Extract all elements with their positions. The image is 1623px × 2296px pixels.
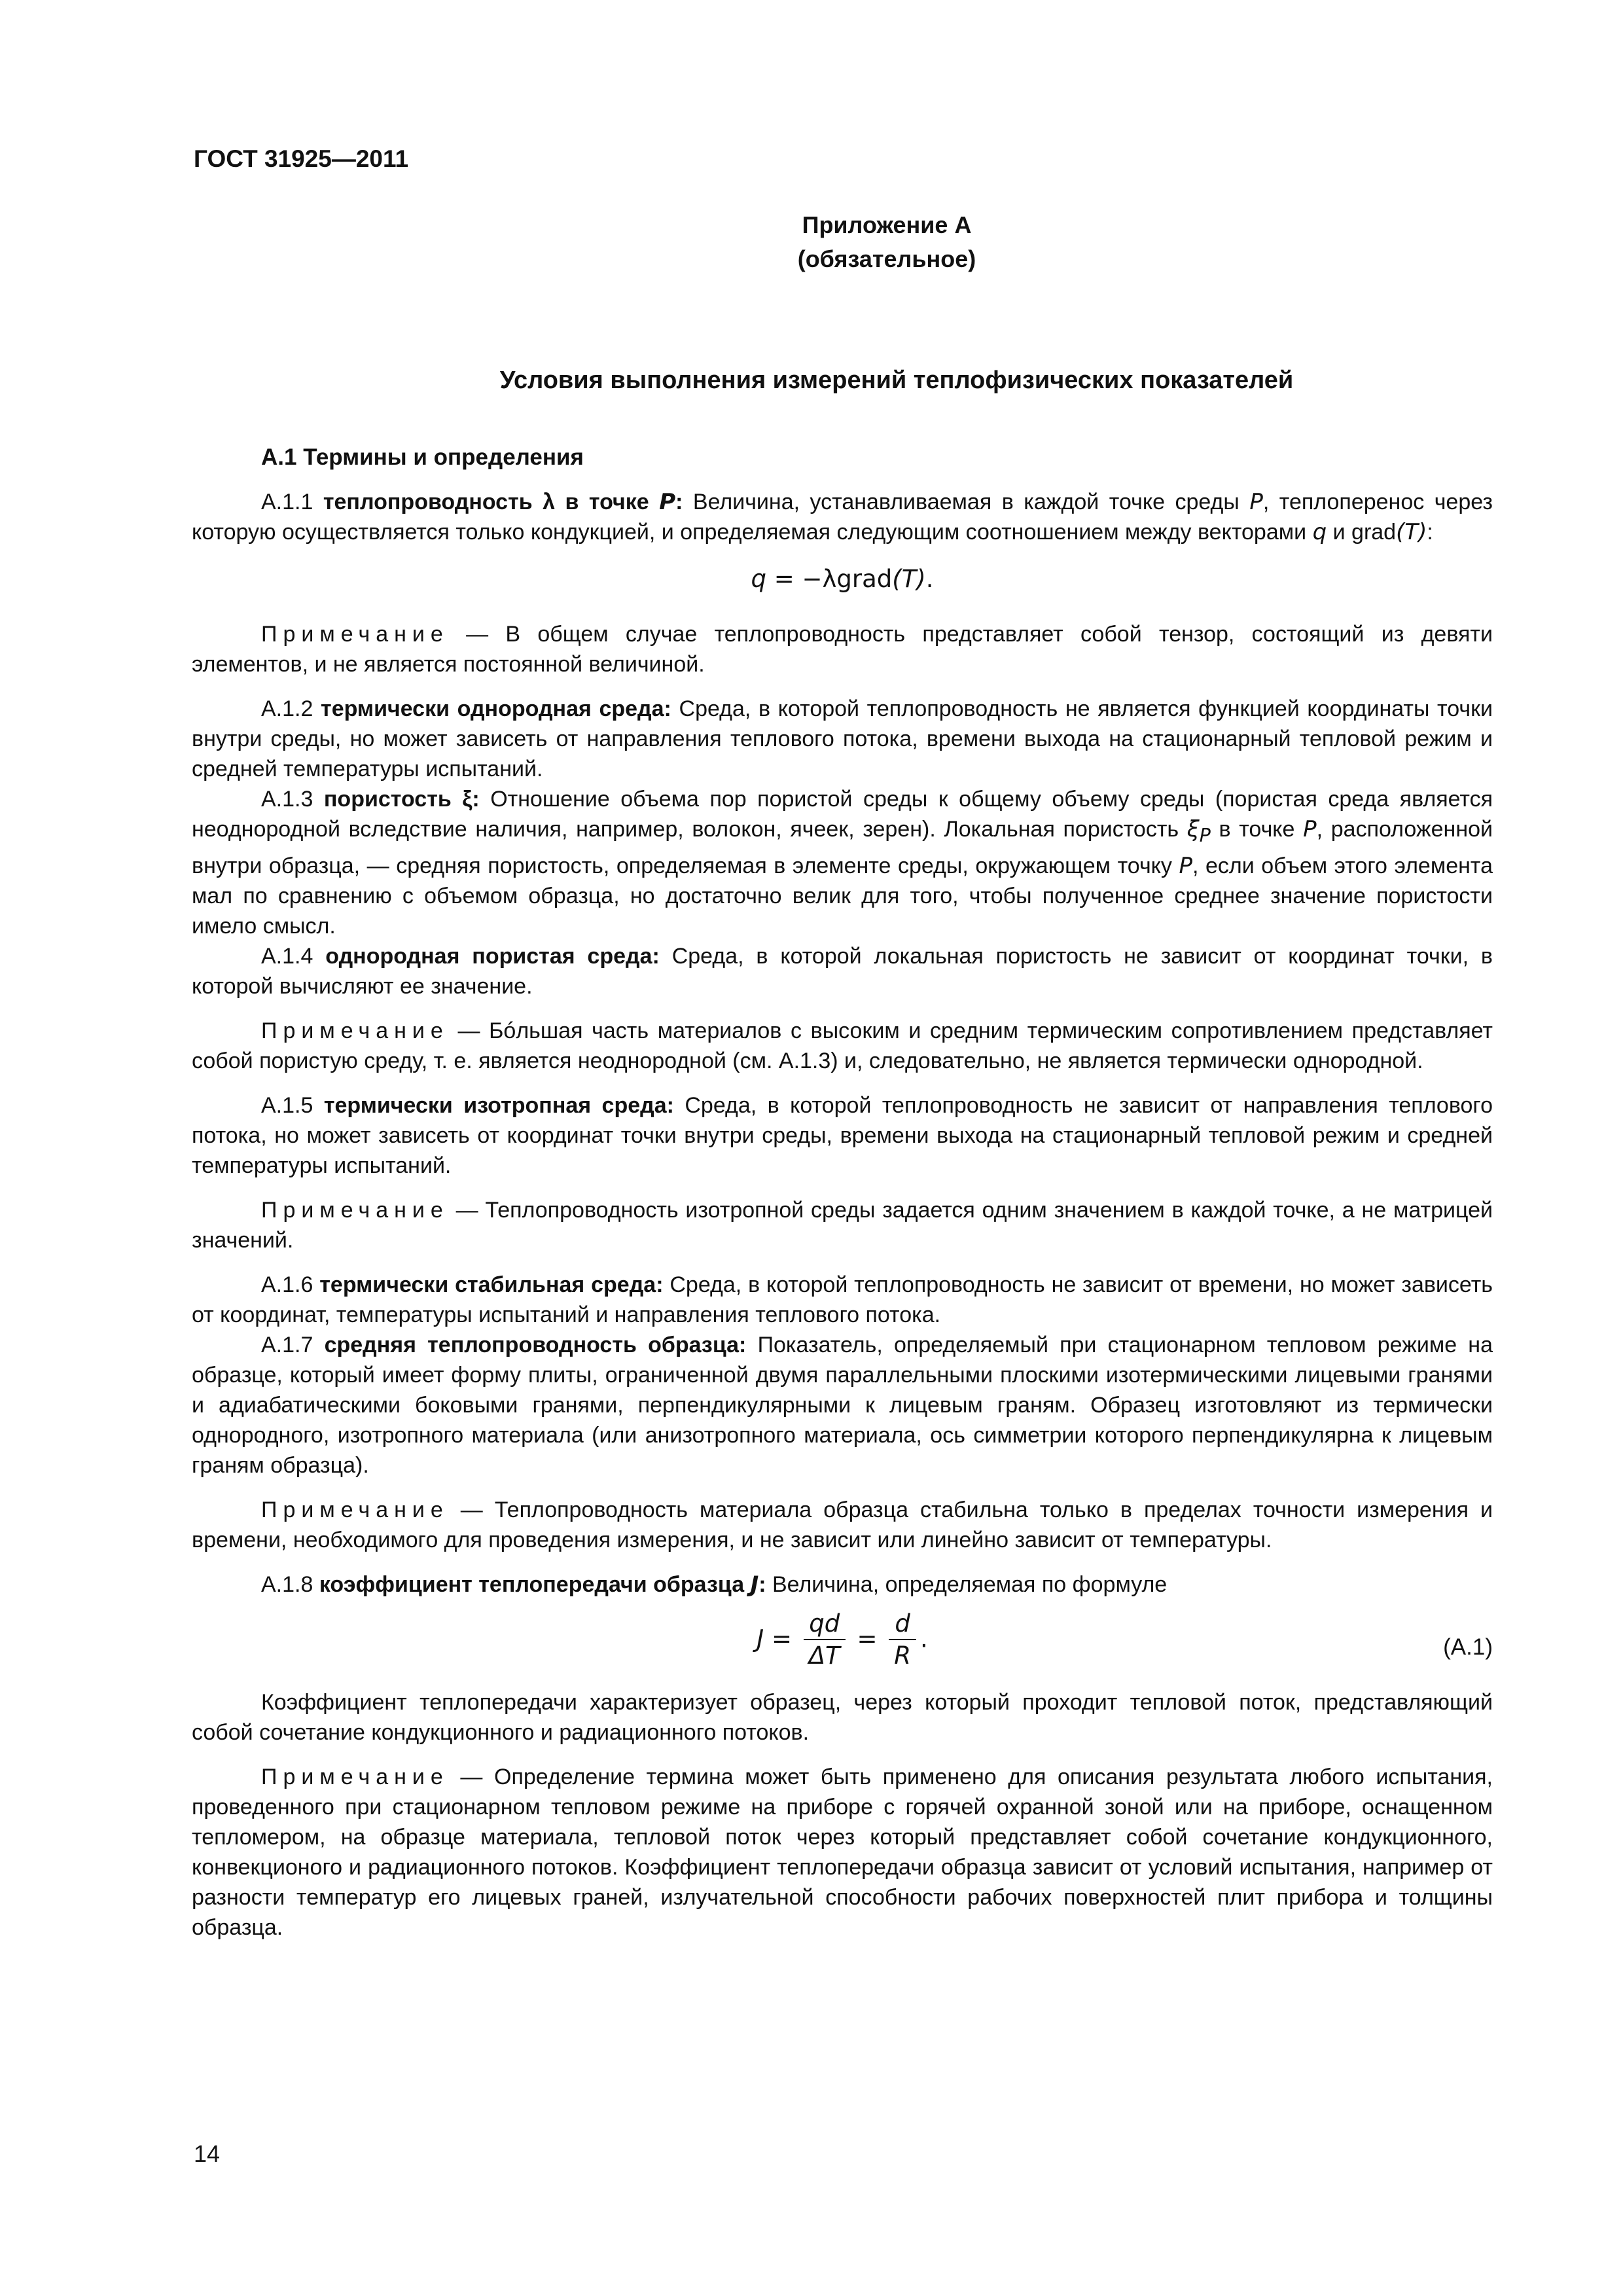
formula-lhs: q	[751, 565, 766, 593]
document-body	[192, 442, 1493, 1943]
paragraph-coefficient: Коэффициент теплопередачи характеризует образец, через который проходит тепловой поток, представляющий собой сочетание кондукционного и радиационного потоков.	[192, 1689, 1493, 1745]
variable-xi-subscript: P	[1199, 824, 1211, 846]
clause-a17	[192, 1330, 1493, 1480]
definition-text: Среда, в которой локальная пористость не зависит от координат точки, в которой вычисляют ее значение.	[192, 943, 1493, 999]
fraction-qd-dt	[804, 1609, 846, 1672]
formula-end: .	[925, 565, 934, 593]
clause-number: А.1.7	[261, 1332, 313, 1357]
clause-a16	[192, 1270, 1493, 1330]
clause-number: А.1.6	[261, 1272, 313, 1297]
clause-a15	[192, 1090, 1493, 1181]
fraction-denominator: R	[894, 1641, 911, 1670]
variable-t: (T)	[1396, 519, 1427, 545]
equation-number: (А.1)	[1443, 1634, 1493, 1660]
clause-a12	[192, 694, 1493, 784]
note-text: — Бóльшая часть материалов с высоким и средним термическим сопротивлением представляет собой пористую среду, т. е. является неоднородной (см. А.1.3) и, следовательно, не является термически однородной.	[192, 1018, 1493, 1073]
annex-status: (обязательное)	[797, 245, 976, 272]
note-label: Примечание	[261, 1018, 449, 1043]
formula-heat-flux	[192, 564, 1493, 594]
variable-p: P	[1249, 489, 1263, 515]
variable-xi: ξ	[1186, 816, 1200, 842]
term: средняя теплопроводность образца:	[324, 1332, 747, 1357]
clause-a11	[192, 487, 1493, 547]
note-text: — В общем случае теплопроводность представляет собой тензор, состоящий из девяти элементов, и не является постоянной величиной.	[192, 622, 1493, 677]
note-label: Примечание	[261, 1497, 449, 1522]
term: термически стабильная среда:	[319, 1272, 664, 1297]
term-text: коэффициент теплопередачи образца	[319, 1571, 745, 1597]
definition-text: в точке	[1210, 817, 1304, 842]
definition-text: :	[1427, 520, 1433, 545]
definition-text: Среда, в которой теплопроводность не является функцией координаты точки внутри среды, но может зависеть от направления теплового потока, времени выхода на стационарный тепловой режим и средней температуры испытаний.	[192, 696, 1493, 781]
formula-rhs: = −λgrad	[766, 565, 893, 593]
definition-text: Среда, в которой теплопроводность не зависит от времени, но может зависеть от координат, температуры испытаний и направления теплового потока.	[192, 1272, 1493, 1327]
standard-number: ГОСТ 31925—2011	[194, 145, 409, 172]
definition-text: Величина, устанавливаемая в каждой точке среды	[683, 490, 1250, 514]
page-title: Условия выполнения измерений теплофизических показателей	[499, 367, 1294, 394]
definition-text: Среда, в которой теплопроводность не зависит от направления теплового потока, но может зависеть от координат точки внутри среды, времени выхода на стационарный тепловой режим и средней температуры испытаний.	[192, 1092, 1493, 1178]
note-text: — Теплопроводность материала образца стабильна только в пределах точности измерения и времени, необходимого для проведения измерения, и не зависит или линейно зависит от температуры.	[192, 1497, 1493, 1552]
annex-heading	[0, 208, 1623, 276]
term	[319, 1572, 766, 1597]
page-number: 14	[194, 2140, 221, 2167]
clause-number: А.1.5	[261, 1092, 313, 1118]
term: термически изотропная среда:	[323, 1092, 674, 1118]
definition-text: Величина, определяемая по формуле	[766, 1571, 1168, 1597]
section-heading: А.1 Термины и определения	[261, 444, 584, 470]
note-label: Примечание	[261, 1764, 449, 1789]
note	[192, 1495, 1493, 1555]
definition-text: Показатель, определяемый при стационарном тепловом режиме на образце, который имеет форму плиты, ограниченной двумя параллельными плоскими изотермическими лицевыми гранями и адиабатическими боковыми гранями, перпендикулярными к лицевым граням. Образец изготовляют из термически однородного, изотропного материала (или анизотропного материала, ось симметрии которого перпендикулярна к лицевым граням образца).	[192, 1332, 1493, 1478]
formula-argument: (T)	[892, 565, 926, 593]
note	[192, 1016, 1493, 1076]
variable-p: P	[1303, 816, 1317, 842]
definition-text: Отношение объема пор пористой среды к общему объему среды (пористая среда является неоднородной вследствие наличия, например, волокон, ячеек, зерен). Локальная пористость	[192, 787, 1493, 842]
term-colon: :	[675, 490, 683, 514]
term	[323, 490, 683, 514]
formula-a1	[192, 1609, 1493, 1672]
formula-equals: =	[771, 1624, 792, 1653]
variable-p: P	[1179, 852, 1193, 879]
definition-text: , теплоперенос через которую осуществляется только кондукцией, и определяемая следующим соотношением между векторами	[192, 490, 1493, 545]
annex-title: Приложение А	[802, 211, 972, 238]
definition-text: , расположенной внутри образца, — средняя пористость, определяемая в элементе среды, окружающем точку	[192, 817, 1493, 878]
note-label: Примечание	[261, 622, 449, 647]
term: однородная пористая среда:	[325, 943, 660, 969]
note-text: — Определение термина может быть применено для описания результата любого испытания, проведенного при стационарном тепловом режиме на приборе с горячей охранной зоной или на приборе, оснащенном тепломером, на образце материала, тепловой поток через который представляет собой сочетание кондукционного, конвекционого и радиационного потоков. Коэффициент теплопередачи образца зависит от условий испытания, например от разности температур его лицевых граней, излучательной способности рабочих поверхностей плит прибора и толщины образца.	[192, 1764, 1493, 1940]
fraction-numerator: d	[889, 1609, 916, 1640]
term-text: теплопроводность λ в точке	[323, 490, 649, 514]
clause-a14	[192, 941, 1493, 1001]
clause-number: А.1.1	[261, 490, 313, 514]
term: термически однородная среда:	[321, 696, 671, 721]
fraction-denominator: ΔT	[808, 1641, 840, 1670]
clause-number: А.1.3	[261, 787, 313, 812]
fraction-numerator: qd	[804, 1609, 846, 1640]
clause-number: А.1.8	[261, 1571, 313, 1597]
definition-text: и grad	[1327, 520, 1397, 545]
formula-end: .	[919, 1624, 928, 1653]
definition-text: , если объем этого элемента мал по сравнению с объемом образца, но достаточно велик для того, чтобы полученное среднее значение пористости имело смысл.	[192, 853, 1493, 939]
clause-a13	[192, 784, 1493, 941]
formula-lhs: J	[757, 1624, 764, 1653]
formula-equals: =	[857, 1624, 878, 1653]
fraction-d-r	[889, 1609, 916, 1672]
clause-number: А.1.4	[261, 943, 313, 969]
term-colon: :	[758, 1571, 766, 1597]
variable-q: q	[1312, 519, 1327, 545]
clause-number: А.1.2	[261, 696, 313, 721]
clause-a18	[192, 1570, 1493, 1600]
term-variable: J	[750, 1571, 759, 1598]
note	[192, 1762, 1493, 1943]
term: пористость ξ:	[323, 787, 480, 812]
note-label: Примечание	[261, 1197, 449, 1223]
note	[192, 619, 1493, 679]
term-variable: P	[659, 489, 676, 515]
note	[192, 1195, 1493, 1255]
note-text: — Теплопроводность изотропной среды задается одним значением в каждой точке, а не матрицей значений.	[192, 1197, 1493, 1253]
